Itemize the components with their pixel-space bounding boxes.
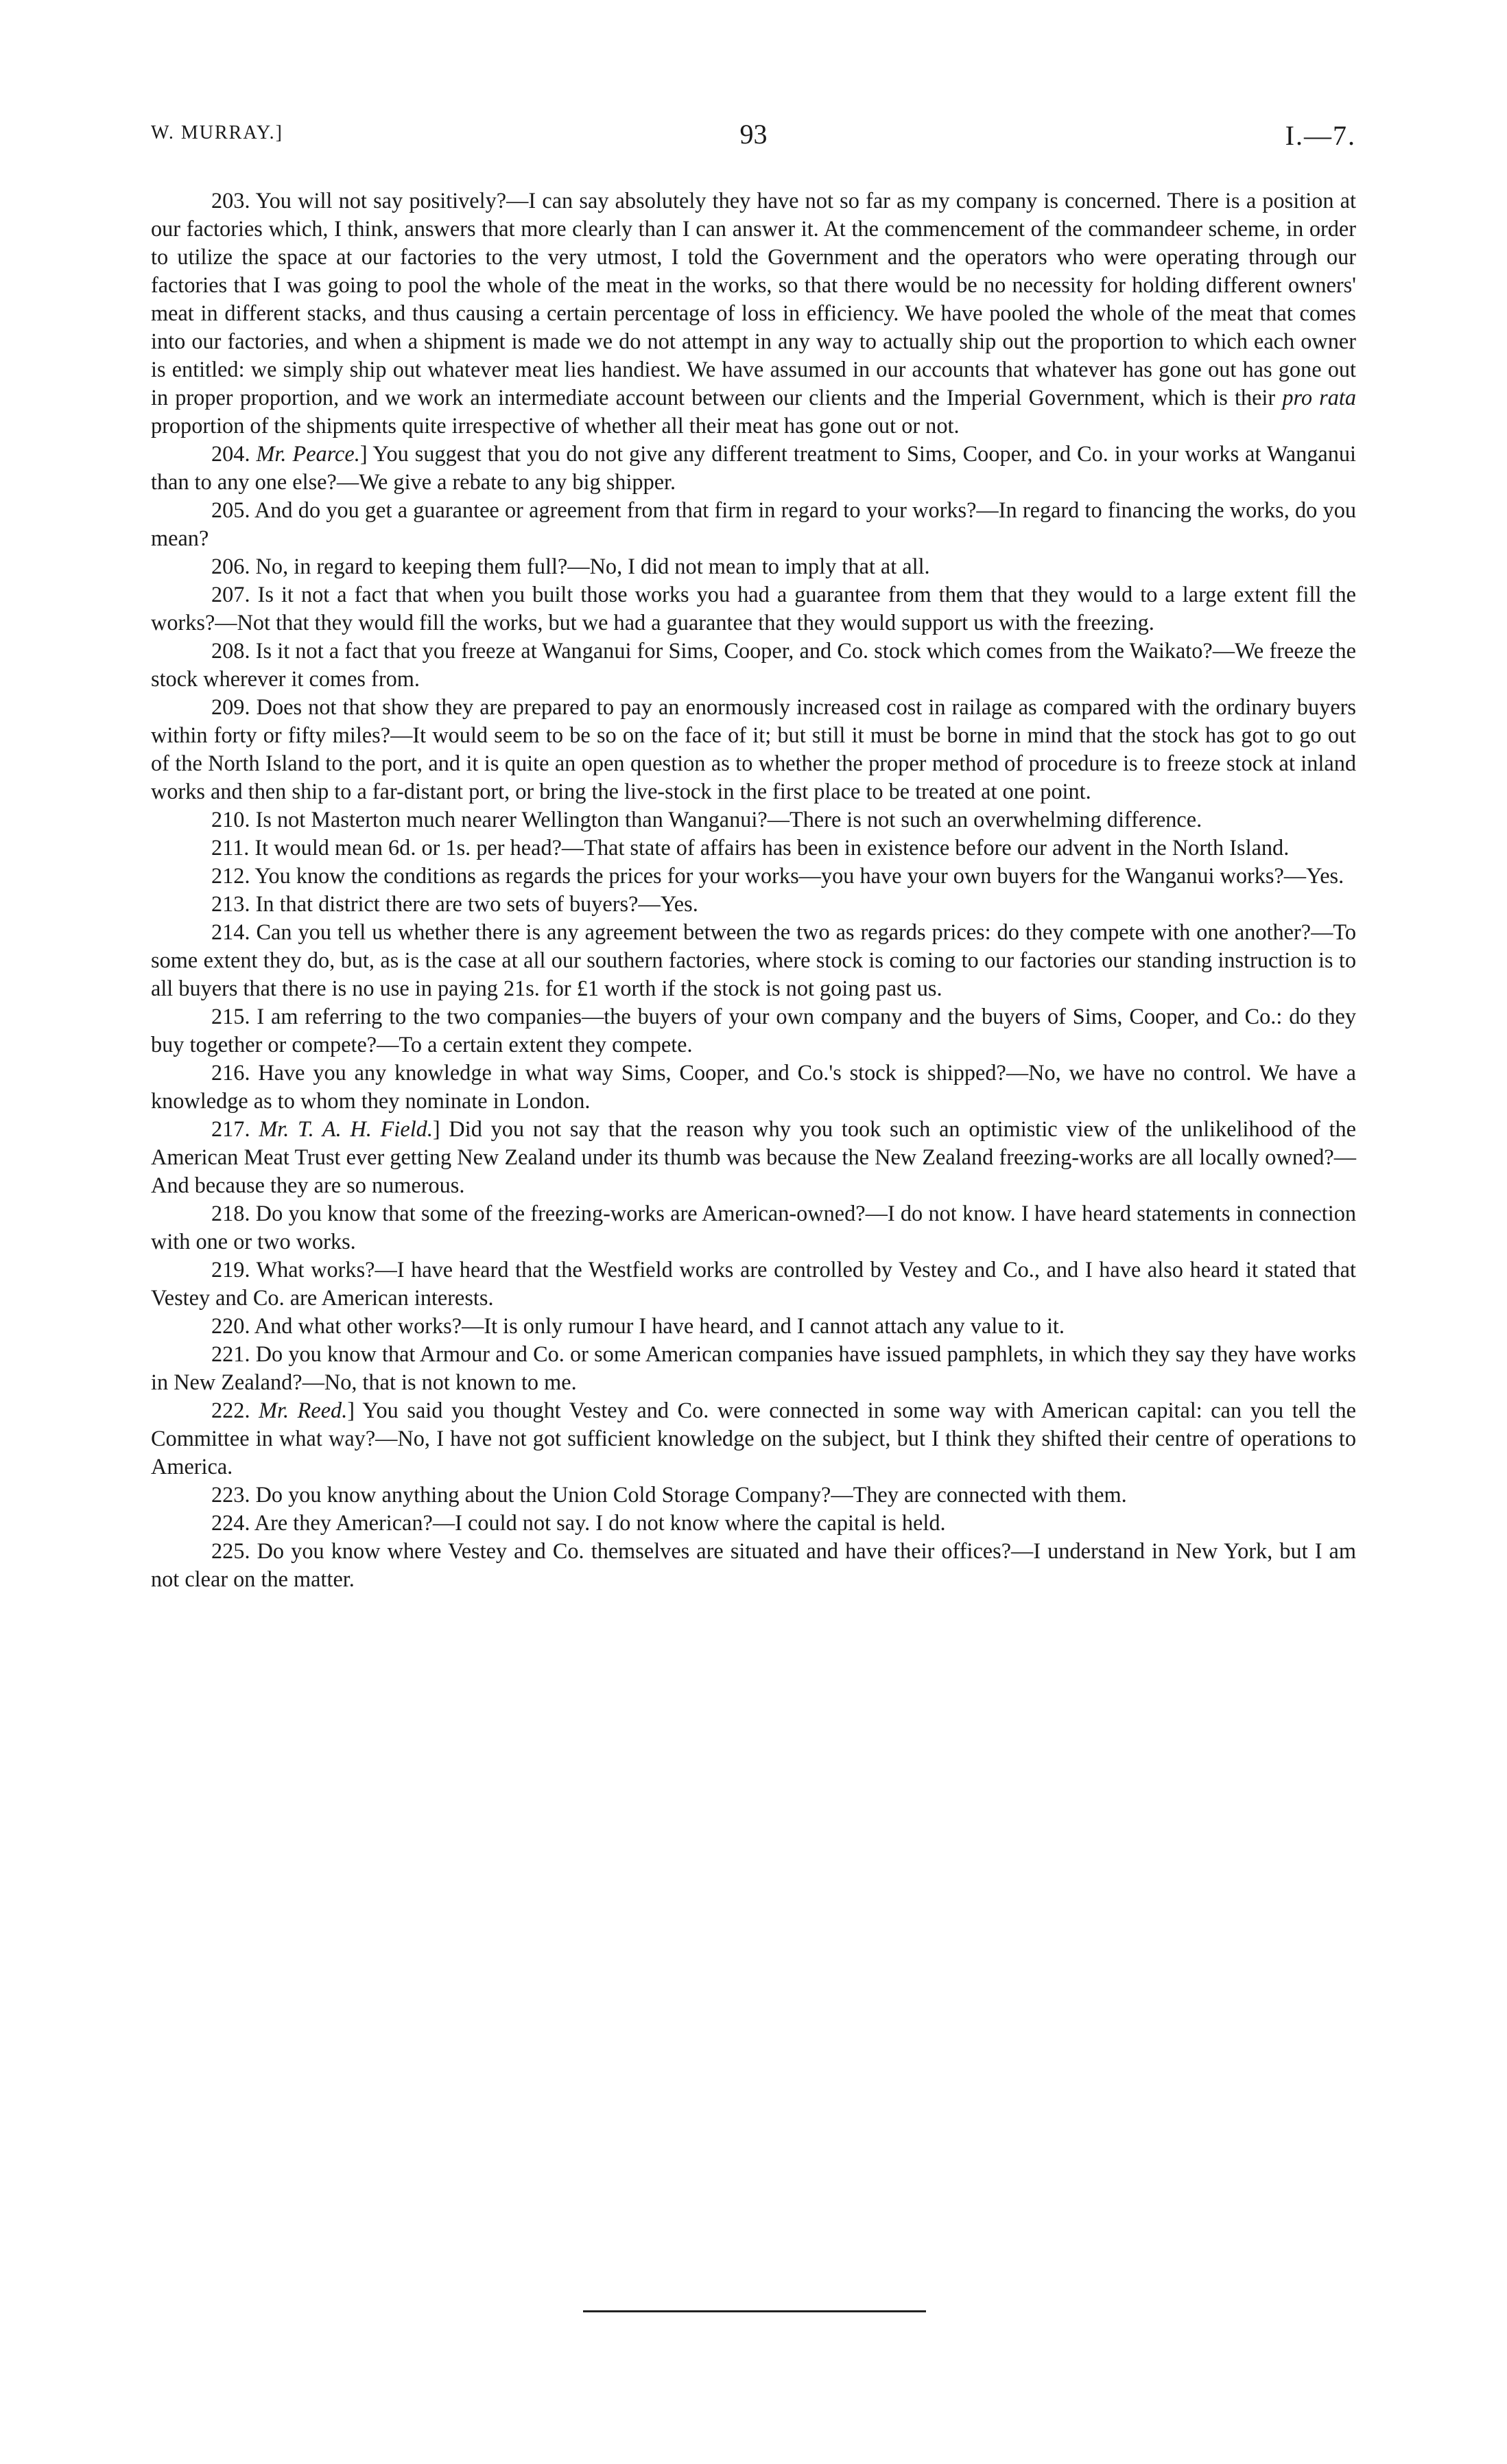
testimony-paragraph [151, 890, 1356, 918]
paragraph-text: 212. You know the conditions as regards the prices for your works—you have your own buyers for the Wanganui works?—Yes. [211, 863, 1344, 888]
header-witness-name: W. MURRAY.] [151, 122, 283, 143]
speaker-name: Mr. T. A. H. Field. [259, 1116, 433, 1141]
testimony-paragraph [151, 187, 1356, 440]
paragraph-text: 225. Do you know where Vestey and Co. themselves are situated and have their offices?—I understand in New York, but I am not clear on the matter. [151, 1538, 1356, 1591]
question-number: 204. [211, 441, 257, 466]
question-number: 222. [211, 1398, 259, 1422]
testimony-paragraph [151, 1396, 1356, 1481]
running-header [0, 118, 1507, 159]
testimony-paragraph [151, 918, 1356, 1002]
paragraph-text: 211. It would mean 6d. or 1s. per head?—That state of affairs has been in existence before our advent in the North Island. [211, 835, 1290, 860]
paragraph-text: 206. No, in regard to keeping them full?—No, I did not mean to imply that at all. [211, 554, 930, 578]
testimony-paragraph [151, 1312, 1356, 1340]
paragraph-text: 205. And do you get a guarantee or agreement from that firm in regard to your works?—In regard to financing the works, do you mean? [151, 497, 1356, 550]
testimony-paragraph [151, 1537, 1356, 1593]
testimony-paragraph [151, 440, 1356, 496]
document-reference: I.—7. [1285, 120, 1356, 151]
testimony-paragraph [151, 693, 1356, 806]
paragraph-text: 221. Do you know that Armour and Co. or some American companies have issued pamphlets, in which they say they have works in New Zealand?—No, that is not known to me. [151, 1341, 1356, 1394]
testimony-paragraph [151, 1002, 1356, 1059]
testimony-paragraph [151, 862, 1356, 890]
question-number: 217. [211, 1116, 259, 1141]
paragraph-text: 224. Are they American?—I could not say. I do not know where the capital is held. [211, 1510, 946, 1535]
testimony-paragraph [151, 1199, 1356, 1256]
paragraph-text: 203. You will not say positively?—I can say absolutely they have not so far as my company is concerned. There is a position at our factories which, I think, answers that more clearly than I can answer it. At the commencement of the commandeer scheme, in order to utilize the space at our factories to the very utmost, I told the Government and the operators who were operating through our factories that I was going to pool the whole of the meat in the works, so that there would be no necessity for holding different owners' meat in different stacks, and thus causing a certain percentage of loss in efficiency. We have pooled the whole of the meat that comes into our factories, and when a shipment is made we do not attempt in any way to actually ship out the proportion to which each owner is entitled: we simply ship out whatever meat lies handiest. We have assumed in our accounts that whatever has gone out has gone out in proper proportion, and we work an intermediate account between our clients and the Imperial Government, which is their [151, 188, 1356, 410]
testimony-paragraph [151, 1509, 1356, 1537]
testimony-paragraph [151, 1115, 1356, 1199]
paragraph-text: ] You said you thought Vestey and Co. were connected in some way with American capital: can you tell the Committee in what way?—No, I have not got sufficient knowledge on the subject, but I think they shifted their centre of operations to America. [151, 1398, 1357, 1479]
paragraph-text: ] You suggest that you do not give any different treatment to Sims, Cooper, and Co. in your works at Wanganui than to any one else?—We give a rebate to any big shipper. [151, 441, 1356, 494]
paragraph-text: 214. Can you tell us whether there is any agreement between the two as regards prices: do they compete with one another?—To some extent they do, but, as is the case at all our southern factories, where stock is coming to our factories our standing instruction is to all buyers that there is no use in paying 21s. for £1 worth if the stock is not going past us. [151, 919, 1356, 1000]
paragraph-text: 207. Is it not a fact that when you built those works you had a guarantee from them that they would to a large extent fill the works?—Not that they would fill the works, but we had a guarantee that they would support us with the freezing. [151, 582, 1356, 635]
speaker-name: Mr. Pearce. [256, 441, 360, 466]
paragraph-text: 213. In that district there are two sets of buyers?—Yes. [211, 891, 698, 916]
testimony-paragraph [151, 806, 1356, 834]
paragraph-text: 223. Do you know anything about the Union Cold Storage Company?—They are connected with them. [211, 1482, 1127, 1507]
testimony-body [151, 187, 1356, 1593]
paragraph-text: ] Did you not say that the reason why you took such an optimistic view of the unlikelihood of the American Meat Trust ever getting New Zealand under its thumb was because the New Zealand freezing-works are all locally owned?—And because they are so numerous. [151, 1116, 1356, 1197]
paragraph-text: 216. Have you any knowledge in what way Sims, Cooper, and Co.'s stock is shipped?—No, we have no control. We have a knowledge as to whom they nominate in London. [151, 1060, 1356, 1113]
testimony-paragraph [151, 552, 1356, 580]
testimony-paragraph [151, 1059, 1356, 1115]
testimony-paragraph [151, 580, 1356, 637]
testimony-paragraph [151, 496, 1356, 552]
paragraph-text: 215. I am referring to the two companies—the buyers of your own company and the buyers of Sims, Cooper, and Co.: do they buy together or compete?—To a certain extent they compete. [151, 1004, 1356, 1057]
paragraph-text: 208. Is it not a fact that you freeze at Wanganui for Sims, Cooper, and Co. stock which comes from the Waikato?—We freeze the stock wherever it comes from. [151, 638, 1356, 691]
page-number: 93 [739, 119, 768, 150]
testimony-paragraph [151, 834, 1356, 862]
paragraph-text-tail: proportion of the shipments quite irrespective of whether all their meat has gone out or not. [151, 413, 960, 438]
paragraph-text: 209. Does not that show they are prepared to pay an enormously increased cost in railage as compared with the ordinary buyers within forty or fifty miles?—It would seem to be so on the face of it; but still it must be borne in mind that the stock has got to go out of the North Island to the port, and it is quite an open question as to whether the proper method of procedure is to freeze stock at inland works and then ship to a far-distant port, or bring the live-stock in the first place to be treated at one point. [151, 694, 1356, 803]
closing-rule [583, 2310, 926, 2312]
italic-phrase: pro rata [1282, 385, 1356, 410]
paragraph-text: 210. Is not Masterton much nearer Wellington than Wanganui?—There is not such an overwhelming difference. [211, 807, 1202, 832]
speaker-name: Mr. Reed. [259, 1398, 348, 1422]
paragraph-text: 218. Do you know that some of the freezing-works are American-owned?—I do not know. I have heard statements in connection with one or two works. [151, 1201, 1356, 1254]
paragraph-text: 220. And what other works?—It is only rumour I have heard, and I cannot attach any value to it. [211, 1313, 1065, 1338]
testimony-paragraph [151, 1340, 1356, 1396]
testimony-paragraph [151, 1256, 1356, 1312]
paragraph-text: 219. What works?—I have heard that the Westfield works are controlled by Vestey and Co., and I have also heard it stated that Vestey and Co. are American interests. [151, 1257, 1356, 1310]
testimony-paragraph [151, 1481, 1356, 1509]
testimony-paragraph [151, 637, 1356, 693]
